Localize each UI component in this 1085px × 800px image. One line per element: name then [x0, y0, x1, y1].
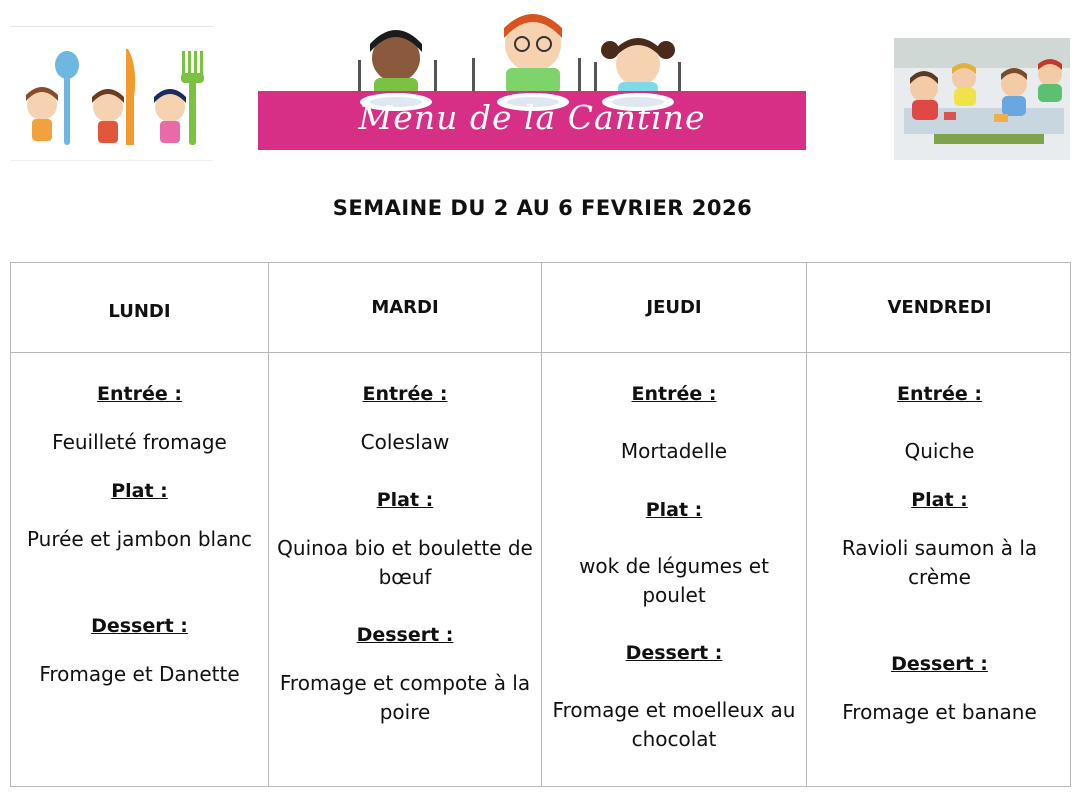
entree-label: Entrée :	[97, 383, 182, 405]
menu-banner	[258, 8, 806, 150]
entree-dish: Coleslaw	[360, 430, 450, 454]
entree-dish: Quiche	[904, 439, 975, 463]
entree-label: Entrée :	[631, 383, 717, 405]
menu-table	[10, 262, 1071, 787]
day-header-lundi: LUNDI	[108, 301, 171, 322]
banner-title: Menu de la Cantine	[358, 98, 706, 137]
plat-label: Plat :	[645, 499, 703, 521]
plat-dish: Ravioli saumon à la crème	[841, 536, 1038, 589]
menu-cell-vendredi	[807, 353, 1072, 787]
day-header-jeudi: JEUDI	[646, 297, 702, 318]
dessert-dish: Fromage et Danette	[39, 662, 240, 686]
menu-cell-lundi	[11, 353, 268, 787]
dessert-dish: Fromage et moelleux au chocolat	[552, 698, 796, 751]
dessert-label: Dessert :	[891, 653, 988, 675]
canteen-photo	[894, 38, 1070, 160]
entree-dish: Feuilleté fromage	[52, 430, 227, 454]
dessert-dish: Fromage et banane	[842, 700, 1037, 724]
plat-label: Plat :	[911, 489, 968, 511]
dessert-label: Dessert :	[625, 642, 723, 664]
menu-cell-mardi	[269, 353, 541, 787]
plat-dish: wok de légumes et poulet	[579, 554, 769, 607]
entree-label: Entrée :	[897, 383, 982, 405]
dessert-label: Dessert :	[356, 624, 454, 646]
plat-dish: Quinoa bio et boulette de bœuf	[277, 536, 533, 589]
menu-cell-jeudi	[542, 353, 806, 787]
cutlery-kids-illustration	[10, 26, 213, 161]
plat-label: Plat :	[376, 489, 434, 511]
week-title: SEMAINE DU 2 AU 6 FEVRIER 2026	[332, 196, 753, 220]
day-header-mardi: MARDI	[371, 297, 439, 318]
plat-dish: Purée et jambon blanc	[26, 527, 253, 551]
entree-dish: Mortadelle	[620, 439, 728, 463]
dessert-dish: Fromage et compote à la poire	[279, 671, 531, 724]
entree-label: Entrée :	[362, 383, 448, 405]
plat-label: Plat :	[111, 480, 168, 502]
day-header-vendredi: VENDREDI	[887, 297, 992, 318]
dessert-label: Dessert :	[91, 615, 188, 637]
